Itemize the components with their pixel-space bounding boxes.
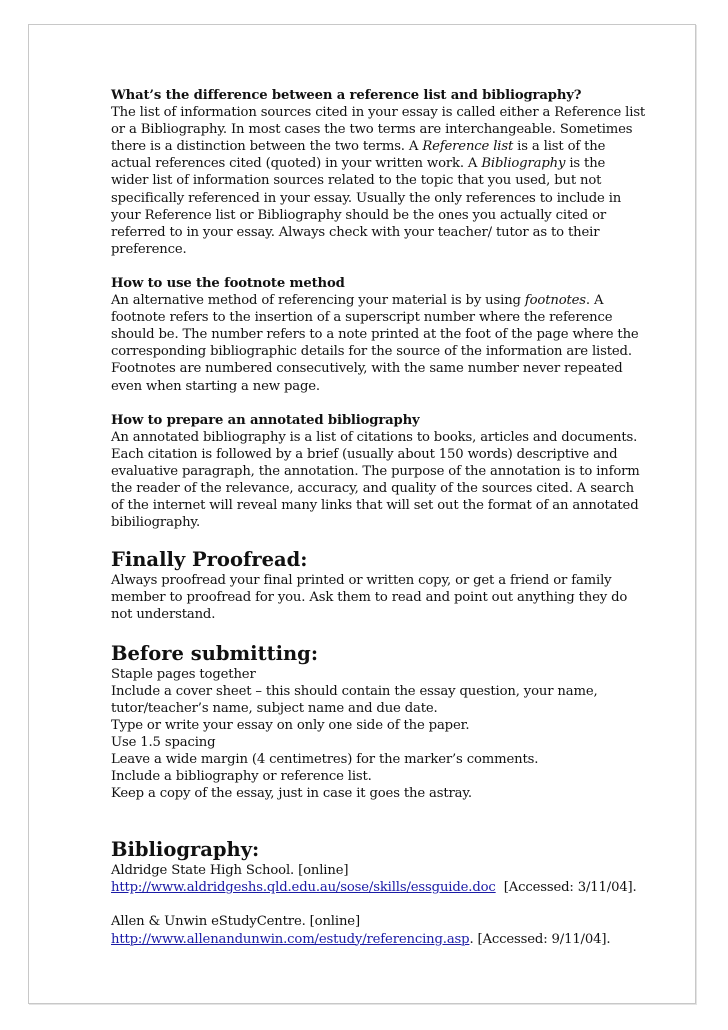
section-proofread <box>111 548 646 623</box>
bibliography-heading: Bibliography: <box>111 838 260 862</box>
submitting-line: Include a bibliography or reference list. <box>111 769 372 785</box>
paragraph-text: . A footnote refers to the insertion of a superscript number where the reference should be. The number refers to a note printed at the foot of the page where the corresponding bibliographic details for the source of the information are listed. Footnotes are numbered consecutively, with the same number never repeated even when starting a new page. <box>111 293 639 394</box>
submitting-heading: Before submitting: <box>111 641 319 665</box>
entry-source: Allen & Unwin eStudyCentre. [online] <box>111 914 360 930</box>
bibliography-entry <box>111 913 646 947</box>
proofread-paragraph: Always proofread your final printed or written copy, or get a friend or family member to proofread for you. Ask them to read and point out anything they do not understand. <box>111 573 628 623</box>
section-before-submitting <box>111 642 646 803</box>
entry-link-line <box>111 879 646 896</box>
paragraph-emphasis: Bibliography <box>481 156 566 172</box>
submitting-line: Leave a wide margin (4 centimetres) for the marker’s comments. <box>111 752 539 767</box>
proofread-heading: Finally Proofread: <box>111 548 308 572</box>
page-content <box>111 87 646 966</box>
section-paragraph: An annotated bibliography is a list of citations to books, articles and documents. Each citation is followed by a brief (usually about 150 words) descriptive and evaluative paragraph, the annotation. The purpose of the annotation is to inform the reader of the relevance, accuracy, and quality of the sources cited. A search of the internet will reveal many links that will set out the format of an annotated bibiliography. <box>111 429 640 531</box>
paragraph-text: is the wider list of information sources related to the topic that you used, but not specifically referenced in your essay. Usually the only references to include in your Reference list or Bibliography should be the ones you actually cited or referred to in your essay. Always check with your teacher/ tutor as to their preference. <box>111 156 622 257</box>
entry-accessed: [Accessed: 3/11/04]. <box>495 880 637 896</box>
submitting-line: Use 1.5 spacing <box>111 734 216 750</box>
paragraph-text: is a list of the actual references cited (quoted) in your written work. A <box>111 139 606 172</box>
section-heading: What’s the difference between a reference list and bibliography? <box>111 88 582 103</box>
section-heading: How to use the footnote method <box>111 275 345 291</box>
submitting-line: Type or write your essay on only one side of the paper. <box>111 717 470 733</box>
entry-accessed: . [Accessed: 9/11/04]. <box>469 931 611 947</box>
section-footnote-method <box>111 275 646 395</box>
entry-url-link[interactable]: http://www.allenandunwin.com/estudy/referencing.asp <box>111 931 470 947</box>
submitting-line: Staple pages together <box>111 666 256 682</box>
section-reference-vs-bibliography <box>111 87 646 258</box>
document-page <box>28 24 696 1004</box>
bibliography-entry <box>111 862 646 896</box>
entry-url-link[interactable]: http://www.aldridgeshs.qld.edu.au/sose/skills/essguide.doc <box>111 880 496 896</box>
paragraph-emphasis: footnotes <box>524 293 586 309</box>
paragraph-text: An alternative method of referencing your material is by using <box>111 293 525 309</box>
section-paragraph <box>111 104 646 258</box>
paragraph-emphasis: Reference list <box>422 139 514 155</box>
section-annotated-bibliography <box>111 412 646 532</box>
paragraph-text: The list of information sources cited in your essay is called either a Reference list or a Bibliography. In most cases the two terms are interchangeable. Sometimes there is a distinction between the two terms. A <box>111 105 646 155</box>
submitting-line: Include a cover sheet – this should contain the essay question, your name, tutor/teacher’s name, subject name and due date. <box>111 683 598 716</box>
section-heading: How to prepare an annotated bibliography <box>111 412 420 428</box>
entry-link-line <box>111 931 646 948</box>
entry-source: Aldridge State High School. [online] <box>111 863 349 879</box>
section-bibliography <box>111 838 646 947</box>
section-paragraph <box>111 292 646 395</box>
submitting-line: Keep a copy of the essay, just in case it goes the astray. <box>111 786 472 802</box>
